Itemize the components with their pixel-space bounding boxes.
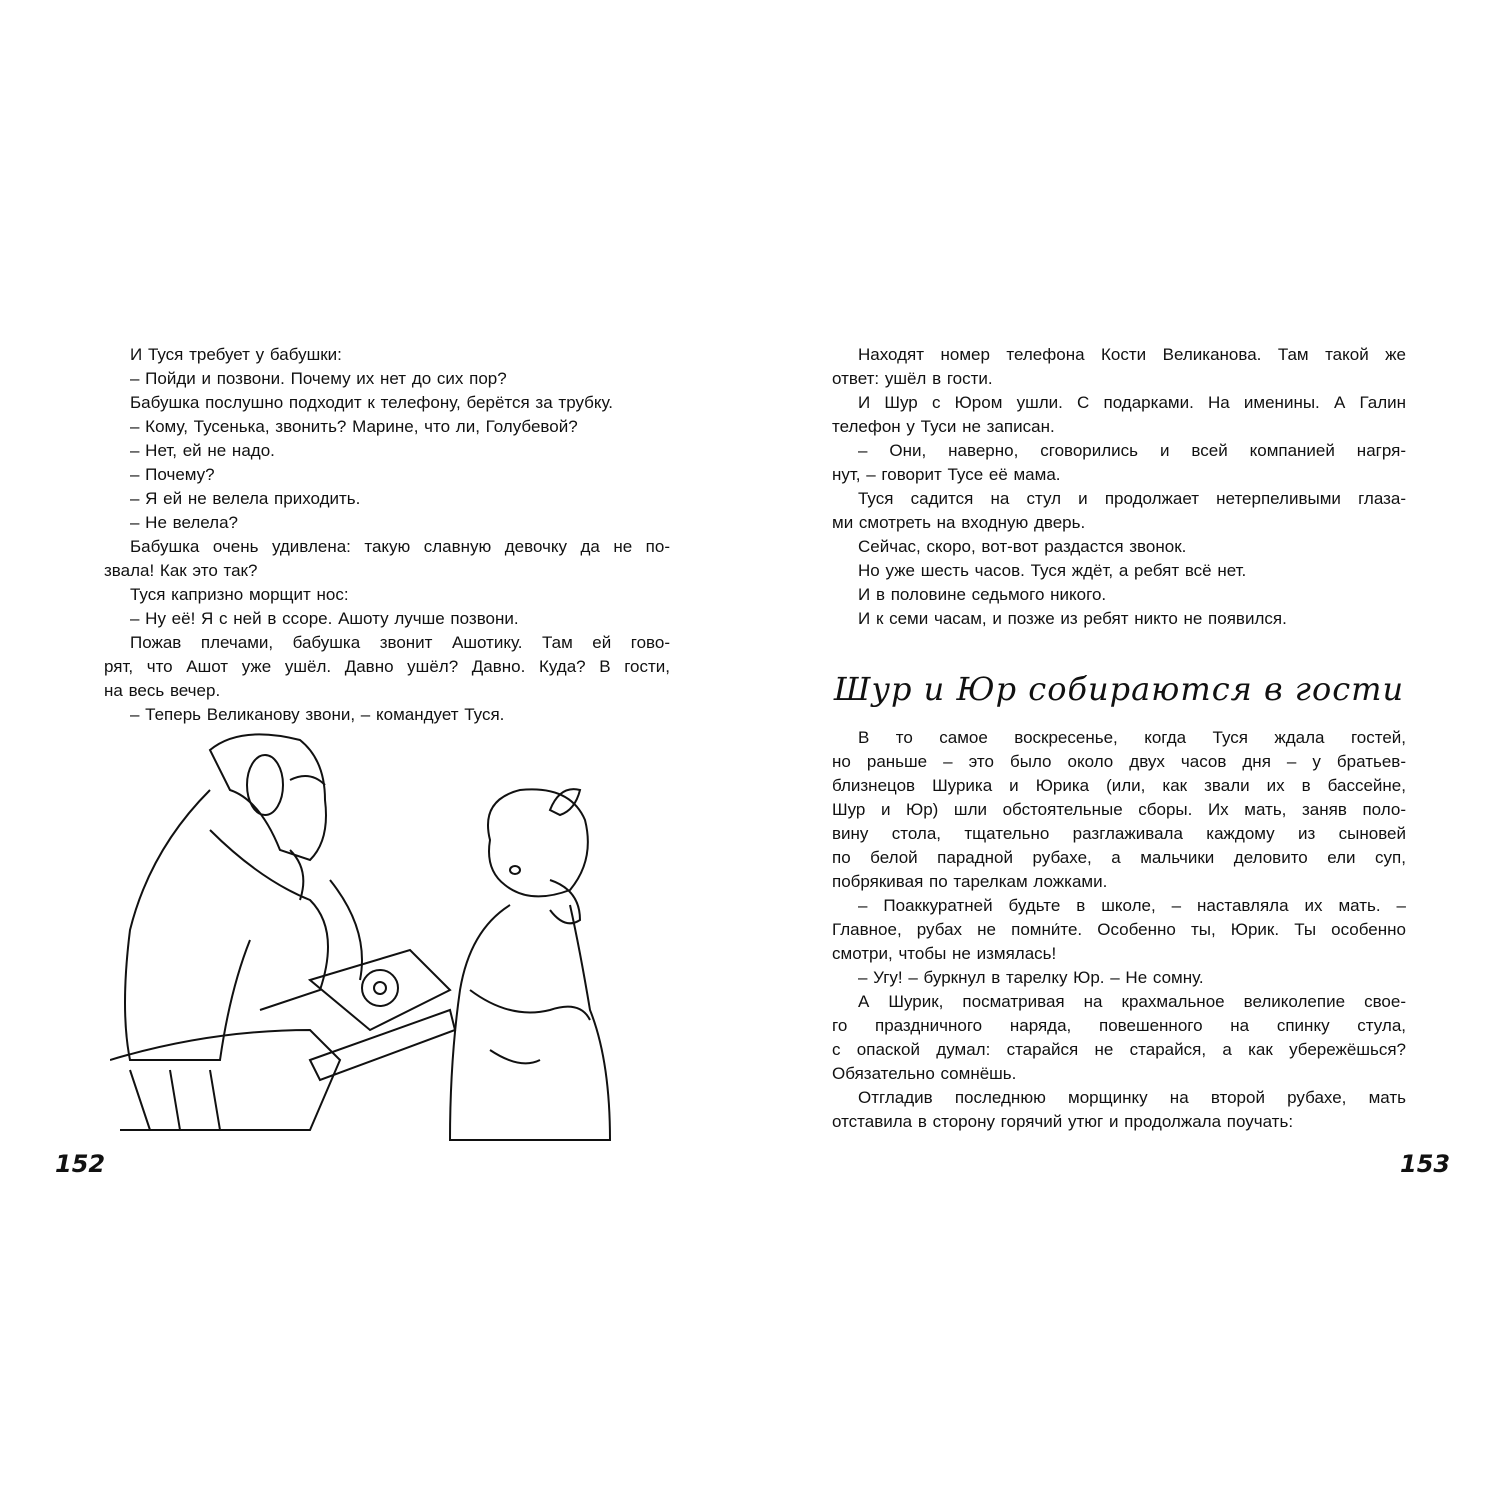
text-line: Главное, рубах не помни́те. Особенно ты, Юрик. Ты особенно (832, 920, 1406, 939)
illustration-grandmother-and-girl-phone (110, 730, 630, 1155)
text-line: Находят номер телефона Кости Великанова. Там такой же (858, 345, 1406, 364)
text-line: – Кому, Тусенька, звонить? Марине, что ли, Голубевой? (130, 417, 578, 436)
text-line: го праздничного наряда, повешенного на спинку стула, (832, 1016, 1406, 1035)
text-line: Отгладив последнюю морщинку на второй рубахе, мать (858, 1088, 1406, 1107)
text-line: ответ: ушёл в гости. (832, 369, 993, 388)
text-line: – Теперь Великанову звони, – командует Туся. (130, 705, 505, 724)
right-page-text-bottom (832, 726, 1406, 1134)
text-line: близнецов Шурика и Юрика (или, как звали их в бассейне, (832, 776, 1406, 795)
text-line: побрякивая по тарелкам ложками. (832, 872, 1108, 891)
text-line: – Угу! – буркнул в тарелку Юр. – Не сомну. (858, 968, 1204, 987)
text-line: И Туся требует у бабушки: (130, 345, 342, 364)
text-line: звала! Как это так? (104, 561, 258, 580)
text-line: – Поаккуратней будьте в школе, – наставляла их мать. – (858, 896, 1406, 915)
text-line: – Пойди и позвони. Почему их нет до сих пор? (130, 369, 507, 388)
text-line: по белой парадной рубахе, а мальчики деловито ели суп, (832, 848, 1406, 867)
text-line: Шур и Юр) шли обстоятельные сборы. Их мать, заняв поло- (832, 800, 1406, 819)
text-line: телефон у Туси не записан. (832, 417, 1055, 436)
text-line: Туся садится на стул и продолжает нетерпеливыми глаза- (858, 489, 1406, 508)
text-line: И Шур с Юром ушли. С подарками. На именины. А Галин (858, 393, 1406, 412)
telephone (310, 880, 455, 1080)
text-line: с опаской думал: старайся не старайся, а как убережёшься? (832, 1040, 1406, 1059)
text-line: В то самое воскресенье, когда Туся ждала гостей, (858, 728, 1406, 747)
text-line: – Нет, ей не надо. (130, 441, 275, 460)
page-number-right: 153 (1400, 1150, 1451, 1178)
text-line: Но уже шесть часов. Туся ждёт, а ребят всё нет. (858, 561, 1247, 580)
text-line: Обязательно сомнёшь. (832, 1064, 1017, 1083)
text-line: Сейчас, скоро, вот-вот раздастся звонок. (858, 537, 1187, 556)
text-line: на весь вечер. (104, 681, 221, 700)
page-number-left: 152 (55, 1150, 106, 1178)
text-line: – Я ей не велела приходить. (130, 489, 361, 508)
text-line: ми смотреть на входную дверь. (832, 513, 1086, 532)
text-line: И к семи часам, и позже из ребят никто не появился. (858, 609, 1287, 628)
girl-figure (450, 789, 610, 1140)
text-line: рят, что Ашот уже ушёл. Давно ушёл? Давно. Куда? В гости, (104, 657, 670, 676)
text-line: смотри, чтобы не измялась! (832, 944, 1057, 963)
text-line: – Не велела? (130, 513, 239, 532)
left-page-text (104, 343, 670, 727)
text-line: отставила в сторону горячий утюг и продолжала поучать: (832, 1112, 1294, 1131)
text-line: Пожав плечами, бабушка звонит Ашотику. Там ей гово- (130, 633, 670, 652)
text-line: Туся капризно морщит нос: (130, 585, 349, 604)
text-line: – Ну её! Я с ней в ссоре. Ашоту лучше позвони. (130, 609, 519, 628)
text-line: И в половине седьмого никого. (858, 585, 1107, 604)
text-line: – Они, наверно, сговорились и всей компанией нагря- (858, 441, 1406, 460)
grandmother-figure (110, 734, 340, 1130)
text-line: нут, – говорит Тусе её мама. (832, 465, 1061, 484)
text-line: вину стола, тщательно разглаживала каждому из сыновей (832, 824, 1406, 843)
text-line: – Почему? (130, 465, 215, 484)
text-line: но раньше – это было около двух часов дня – у братьев- (832, 752, 1406, 771)
text-line: Бабушка послушно подходит к телефону, берётся за трубку. (130, 393, 614, 412)
text-line: А Шурик, посматривая на крахмальное великолепие свое- (858, 992, 1406, 1011)
chapter-title: Шур и Юр собираются в гости (833, 670, 1405, 708)
text-line: Бабушка очень удивлена: такую славную девочку да не по- (130, 537, 670, 556)
right-page-text-top (832, 343, 1406, 631)
